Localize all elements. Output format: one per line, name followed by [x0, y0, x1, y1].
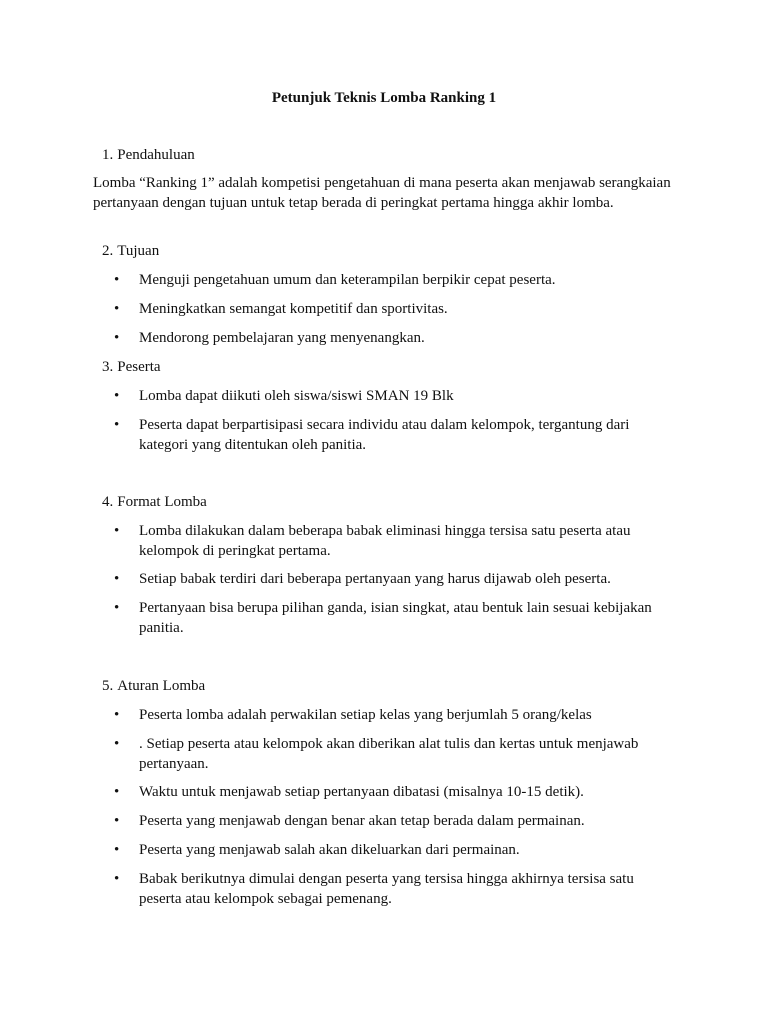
list-item-text: Setiap babak terdiri dari beberapa pertanyaan yang harus dijawab oleh peserta. [139, 571, 611, 587]
list-item [114, 569, 674, 589]
section-title: Peserta [117, 359, 161, 375]
section-number: 3. [102, 359, 114, 375]
intro-paragraph: Lomba “Ranking 1” adalah kompetisi pengetahuan di mana peserta akan menjawab serangkaian pertanyaan dengan tujuan untuk tetap berada di peringkat pertama hingga akhir lomba. [93, 175, 671, 211]
section-title: Pendahuluan [117, 147, 195, 163]
list-item-text: . Setiap peserta atau kelompok akan diberikan alat tulis dan kertas untuk menjawab pertanyaan. [139, 736, 639, 772]
section-heading-tujuan [102, 241, 159, 261]
section-heading-aturan-lomba [102, 676, 205, 696]
page-title: Petunjuk Teknis Lomba Ranking 1 [271, 90, 497, 106]
bullet-icon: • [114, 523, 120, 539]
section-heading-format-lomba [102, 492, 207, 512]
list-item-text: Menguji pengetahuan umum dan keterampilan berpikir cepat peserta. [139, 272, 556, 288]
list-item-text: Meningkatkan semangat kompetitif dan sportivitas. [139, 301, 448, 317]
list-item-text: Lomba dapat diikuti oleh siswa/siswi SMAN 19 Blk [139, 388, 454, 404]
list-item [114, 270, 674, 290]
list-item-text: Peserta lomba adalah perwakilan setiap kelas yang berjumlah 5 orang/kelas [139, 707, 592, 723]
list-item [114, 734, 674, 774]
bullet-icon: • [114, 842, 120, 858]
bullet-icon: • [114, 736, 120, 752]
list-item [114, 705, 674, 725]
list-item-text: Peserta yang menjawab dengan benar akan tetap berada dalam permainan. [139, 813, 585, 829]
list-item-text: Lomba dilakukan dalam beberapa babak eliminasi hingga tersisa satu peserta atau kelompok di peringkat pertama. [139, 523, 631, 559]
bullet-icon: • [114, 871, 120, 887]
bullet-icon: • [114, 600, 120, 616]
list-item [114, 840, 674, 860]
section-number: 2. [102, 243, 114, 259]
list-item [114, 869, 674, 909]
list-item [114, 811, 674, 831]
list-item-text: Mendorong pembelajaran yang menyenangkan. [139, 330, 425, 346]
bullet-icon: • [114, 707, 120, 723]
bullet-icon: • [114, 784, 120, 800]
bullet-icon: • [114, 301, 120, 317]
bullet-icon: • [114, 388, 120, 404]
list-item-text: Peserta dapat berpartisipasi secara individu atau dalam kelompok, tergantung dari kategori yang ditentukan oleh panitia. [139, 417, 630, 453]
list-item-text: Pertanyaan bisa berupa pilihan ganda, isian singkat, atau bentuk lain sesuai kebijakan panitia. [139, 600, 652, 636]
section-title: Format Lomba [117, 494, 207, 510]
list-item [114, 521, 674, 561]
section-number: 4. [102, 494, 114, 510]
list-item [114, 386, 674, 406]
list-item-text: Waktu untuk menjawab setiap pertanyaan dibatasi (misalnya 10-15 detik). [139, 784, 584, 800]
bullet-icon: • [114, 417, 120, 433]
section-title: Aturan Lomba [117, 678, 206, 694]
section-heading-pendahuluan [102, 145, 195, 165]
list-item-text: Babak berikutnya dimulai dengan peserta yang tersisa hingga akhirnya tersisa satu peserta atau kelompok sebagai pemenang. [139, 871, 634, 907]
list-item-text: Peserta yang menjawab salah akan dikeluarkan dari permainan. [139, 842, 520, 858]
list-item [114, 782, 674, 802]
section-title: Tujuan [117, 243, 160, 259]
section-number: 1. [102, 147, 114, 163]
list-item [114, 328, 674, 348]
bullet-icon: • [114, 330, 120, 346]
bullet-icon: • [114, 813, 120, 829]
section-heading-peserta [102, 357, 161, 377]
bullet-icon: • [114, 272, 120, 288]
list-item [114, 299, 674, 319]
bullet-icon: • [114, 571, 120, 587]
list-item [114, 598, 674, 638]
section-number: 5. [102, 678, 114, 694]
list-item [114, 415, 674, 455]
